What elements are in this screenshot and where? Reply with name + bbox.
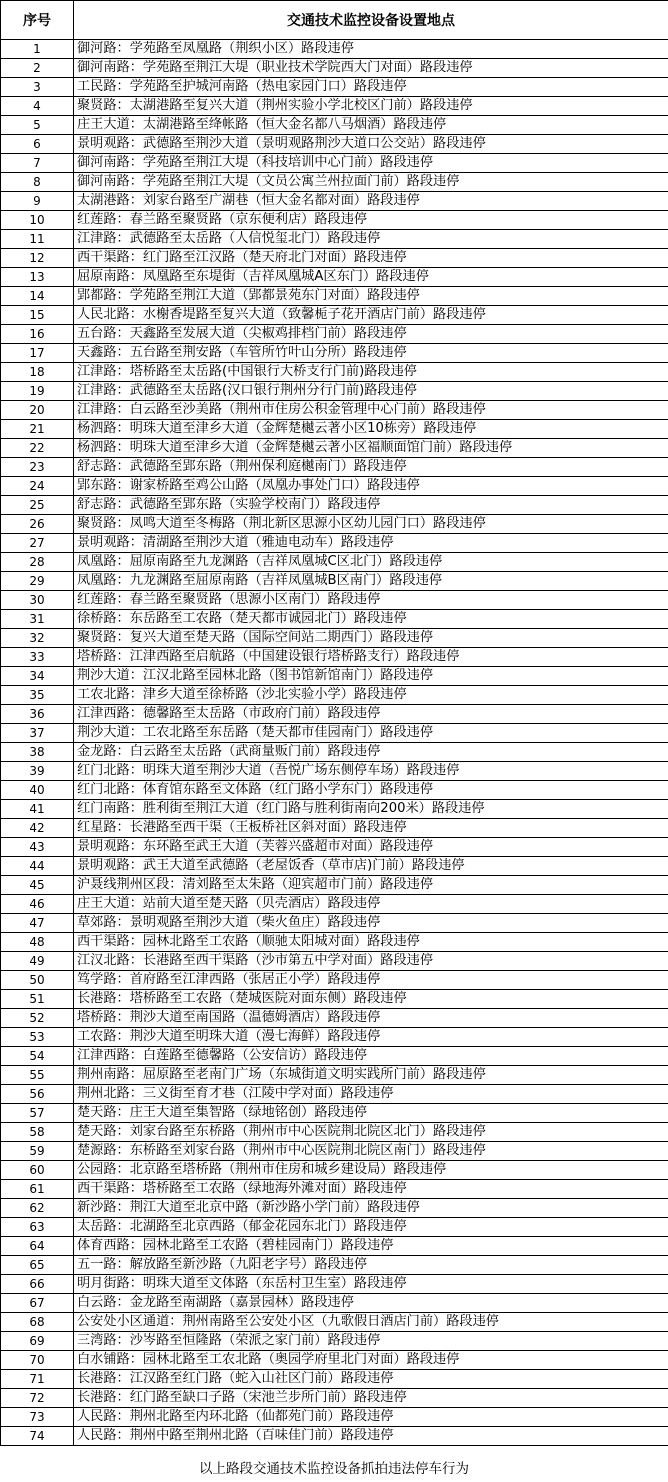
table-row xyxy=(1,1028,668,1047)
table-row xyxy=(1,97,668,116)
row-index: 50 xyxy=(1,971,74,990)
row-index: 48 xyxy=(1,933,74,952)
row-location: 杨泗路：明珠大道至津乡大道（金辉楚樾云著小区10栋旁）路段违停 xyxy=(74,420,668,439)
column-header-location: 交通技术监控设备设置地点 xyxy=(74,1,668,40)
table-row xyxy=(1,230,668,249)
row-location: 工民路：学苑路至护城河南路（热电家园门口）路段违停 xyxy=(74,78,668,97)
row-location: 御河南路：学苑路至荆江大堤（职业技术学院西大门对面）路段违停 xyxy=(74,59,668,78)
table-row xyxy=(1,1256,668,1275)
row-location: 江津西路：德馨路至太岳路（市政府门前）路段违停 xyxy=(74,705,668,724)
row-index: 41 xyxy=(1,800,74,819)
row-location: 凤凰路：屈原南路至九龙渊路（吉祥凤凰城C区北门）路段违停 xyxy=(74,553,668,572)
row-index: 8 xyxy=(1,173,74,192)
row-index: 2 xyxy=(1,59,74,78)
row-location: 天鑫路：五台路至荆安路（车管所竹叶山分所）路段违停 xyxy=(74,344,668,363)
row-index: 71 xyxy=(1,1370,74,1389)
row-location: 御河南路：学苑路至荆江大堤（文员公寓兰州拉面门前）路段违停 xyxy=(74,173,668,192)
row-index: 63 xyxy=(1,1218,74,1237)
row-index: 52 xyxy=(1,1009,74,1028)
row-location: 舒志路：武德路至郢东路（实验学校南门）路段违停 xyxy=(74,496,668,515)
table-row xyxy=(1,952,668,971)
row-location: 红门南路：胜利街至荆江大道（红门路与胜利街南向200米）路段违停 xyxy=(74,800,668,819)
table-row xyxy=(1,211,668,230)
row-index: 16 xyxy=(1,325,74,344)
table-row xyxy=(1,1123,668,1142)
table-row xyxy=(1,1161,668,1180)
row-location: 红星路：长港路至西干渠（王板桥社区斜对面）路段违停 xyxy=(74,819,668,838)
table-row xyxy=(1,154,668,173)
row-location: 长港路：江汉路至红门路（蛇入山社区门前）路段违停 xyxy=(74,1370,668,1389)
row-index: 18 xyxy=(1,363,74,382)
table-row xyxy=(1,1066,668,1085)
row-location: 屈原南路：凤凰路至东堤街（吉祥凤凰城A区东门）路段违停 xyxy=(74,268,668,287)
row-index: 42 xyxy=(1,819,74,838)
table-row xyxy=(1,743,668,762)
row-location: 荆沙大道：工农北路至东岳路（楚天都市佳园南门）路段违停 xyxy=(74,724,668,743)
row-index: 58 xyxy=(1,1123,74,1142)
table-row xyxy=(1,1332,668,1351)
row-index: 26 xyxy=(1,515,74,534)
row-location: 楚天路：刘家台路至东桥路（荆州市中心医院荆北院区北门）路段违停 xyxy=(74,1123,668,1142)
table-row xyxy=(1,1009,668,1028)
row-location: 金龙路：白云路至太岳路（武商量贩门前）路段违停 xyxy=(74,743,668,762)
table-row xyxy=(1,458,668,477)
table-row xyxy=(1,116,668,135)
table-row xyxy=(1,1047,668,1066)
row-index: 46 xyxy=(1,895,74,914)
row-index: 35 xyxy=(1,686,74,705)
table-row xyxy=(1,40,668,59)
footer-note: 以上路段交通技术监控设备抓拍违法停车行为 xyxy=(199,1461,469,1477)
row-index: 57 xyxy=(1,1104,74,1123)
table-row xyxy=(1,914,668,933)
row-index: 15 xyxy=(1,306,74,325)
row-location: 公园路：北京路至塔桥路（荆州市住房和城乡建设局）路段违停 xyxy=(74,1161,668,1180)
row-location: 江津路：武德路至太岳路(汉口银行荆州分行门前)路段违停 xyxy=(74,382,668,401)
row-location: 西干渠路：塔桥路至工农路（绿地海外滩对面）路段违停 xyxy=(74,1180,668,1199)
row-index: 61 xyxy=(1,1180,74,1199)
row-location: 五台路：天鑫路至发展大道（尖椒鸡排档门前）路段违停 xyxy=(74,325,668,344)
table-row xyxy=(1,838,668,857)
row-index: 29 xyxy=(1,572,74,591)
row-index: 51 xyxy=(1,990,74,1009)
row-location: 江津路：武德路至太岳路（人信悦玺北门）路段违停 xyxy=(74,230,668,249)
row-index: 74 xyxy=(1,1427,74,1446)
table-row xyxy=(1,1351,668,1370)
row-index: 7 xyxy=(1,154,74,173)
table-row xyxy=(1,268,668,287)
table-row xyxy=(1,78,668,97)
row-index: 44 xyxy=(1,857,74,876)
row-location: 荆州北路：三义街至育才巷（江陵中学对面）路段违停 xyxy=(74,1085,668,1104)
table-row xyxy=(1,1085,668,1104)
table-row xyxy=(1,439,668,458)
row-index: 69 xyxy=(1,1332,74,1351)
table-row xyxy=(1,1180,668,1199)
table-body xyxy=(1,40,668,1446)
row-location: 荆州南路：屈原路至老南门广场（东城街道文明实践所门前）路段违停 xyxy=(74,1066,668,1085)
row-location: 长港路：塔桥路至工农路（楚城医院对面东侧）路段违停 xyxy=(74,990,668,1009)
table-row xyxy=(1,363,668,382)
row-index: 5 xyxy=(1,116,74,135)
row-location: 景明观路：清湖路至荆沙大道（雅迪电动车）路段违停 xyxy=(74,534,668,553)
row-index: 21 xyxy=(1,420,74,439)
row-index: 45 xyxy=(1,876,74,895)
row-location: 西干渠路：红门路至江汉路（楚天府北门对面）路段违停 xyxy=(74,249,668,268)
row-index: 33 xyxy=(1,648,74,667)
row-index: 32 xyxy=(1,629,74,648)
row-location: 西干渠路：园林北路至工农路（顺驰太阳城对面）路段违停 xyxy=(74,933,668,952)
row-index: 13 xyxy=(1,268,74,287)
row-location: 长港路：红门路至缺口子路（宋池兰步所门前）路段违停 xyxy=(74,1389,668,1408)
row-index: 67 xyxy=(1,1294,74,1313)
row-location: 聚贤路：凤鸣大道至冬梅路（荆北新区思源小区幼儿园门口）路段违停 xyxy=(74,515,668,534)
row-index: 49 xyxy=(1,952,74,971)
row-location: 五一路：解放路至新沙路（九阳老字号）路段违停 xyxy=(74,1256,668,1275)
table-row xyxy=(1,553,668,572)
table-row xyxy=(1,705,668,724)
row-index: 65 xyxy=(1,1256,74,1275)
row-location: 江津路：白云路至沙美路（荆州市住房公积金管理中心门前）路段违停 xyxy=(74,401,668,420)
row-location: 红莲路：春兰路至聚贤路（思源小区南门）路段违停 xyxy=(74,591,668,610)
row-location: 江汉北路：长港路至西干渠路（沙市第五中学对面）路段违停 xyxy=(74,952,668,971)
table-row xyxy=(1,534,668,553)
table-row xyxy=(1,1370,668,1389)
row-location: 沪聂线荆州区段：清刘路至太朱路（迎宾超市门前）路段违停 xyxy=(74,876,668,895)
row-index: 9 xyxy=(1,192,74,211)
row-index: 62 xyxy=(1,1199,74,1218)
row-location: 舒志路：武德路至郢东路（荆州保利庭樾南门）路段违停 xyxy=(74,458,668,477)
table-row xyxy=(1,800,668,819)
row-location: 红莲路：春兰路至聚贤路（京东便利店）路段违停 xyxy=(74,211,668,230)
row-index: 43 xyxy=(1,838,74,857)
row-index: 10 xyxy=(1,211,74,230)
row-index: 47 xyxy=(1,914,74,933)
row-location: 凤凰路：九龙渊路至屈原南路（吉祥凤凰城B区南门）路段违停 xyxy=(74,572,668,591)
table-row xyxy=(1,990,668,1009)
row-location: 工农路：荆沙大道至明珠大道（漫七海鲜）路段违停 xyxy=(74,1028,668,1047)
row-location: 杨泗路：明珠大道至津乡大道（金辉楚樾云著小区福顺面馆门前）路段违停 xyxy=(74,439,668,458)
row-location: 楚天路：庄王大道至集智路（绿地铭创）路段违停 xyxy=(74,1104,668,1123)
row-index: 14 xyxy=(1,287,74,306)
row-index: 60 xyxy=(1,1161,74,1180)
row-index: 73 xyxy=(1,1408,74,1427)
table-row xyxy=(1,135,668,154)
row-index: 53 xyxy=(1,1028,74,1047)
table-row xyxy=(1,306,668,325)
row-index: 59 xyxy=(1,1142,74,1161)
row-location: 新沙路：荆江大道至北京中路（新沙路小学门前）路段违停 xyxy=(74,1199,668,1218)
row-index: 36 xyxy=(1,705,74,724)
row-location: 景明观路：武德路至荆沙大道（景明观路荆沙大道口公交站）路段违停 xyxy=(74,135,668,154)
row-location: 郢都路：学苑路至荆江大道（郢都景苑东门对面）路段违停 xyxy=(74,287,668,306)
row-location: 塔桥路：荆沙大道至南国路（温德姆酒店）路段违停 xyxy=(74,1009,668,1028)
row-location: 荆沙大道：江汉北路至园林北路（图书馆新馆南门）路段违停 xyxy=(74,667,668,686)
row-index: 37 xyxy=(1,724,74,743)
row-location: 聚贤路：太湖港路至复兴大道（荆州实验小学北校区门前）路段违停 xyxy=(74,97,668,116)
table-row xyxy=(1,857,668,876)
row-index: 39 xyxy=(1,762,74,781)
table-row xyxy=(1,610,668,629)
table-row xyxy=(1,1427,668,1446)
row-location: 聚贤路：复兴大道至楚天路（国际空间站二期西门）路段违停 xyxy=(74,629,668,648)
row-location: 白水铺路：园林北路至工农北路（奥园学府里北门对面）路段违停 xyxy=(74,1351,668,1370)
row-index: 28 xyxy=(1,553,74,572)
table-row xyxy=(1,420,668,439)
table-row xyxy=(1,895,668,914)
row-location: 郢东路：谢家桥路至鸡公山路（凤凰办事处门口）路段违停 xyxy=(74,477,668,496)
table-row xyxy=(1,325,668,344)
table-row xyxy=(1,1313,668,1332)
table-row xyxy=(1,1142,668,1161)
row-index: 30 xyxy=(1,591,74,610)
row-location: 徐桥路：东岳路至工农路（楚天都市诚园北门）路段违停 xyxy=(74,610,668,629)
column-header-index: 序号 xyxy=(1,1,74,40)
table-row xyxy=(1,344,668,363)
row-index: 3 xyxy=(1,78,74,97)
table-row xyxy=(1,971,668,990)
row-index: 31 xyxy=(1,610,74,629)
row-location: 太湖港路：刘家台路至广湖巷（恒大金名都对面）路段违停 xyxy=(74,192,668,211)
table-header-row xyxy=(1,1,668,40)
table-row xyxy=(1,762,668,781)
table-row xyxy=(1,1237,668,1256)
row-index: 12 xyxy=(1,249,74,268)
row-index: 17 xyxy=(1,344,74,363)
row-location: 红门北路：明珠大道至荆沙大道（吾悦广场东侧停车场）路段违停 xyxy=(74,762,668,781)
row-location: 人民路：荆州北路至内环北路（仙都苑门前）路段违停 xyxy=(74,1408,668,1427)
row-index: 34 xyxy=(1,667,74,686)
row-index: 23 xyxy=(1,458,74,477)
table-row xyxy=(1,591,668,610)
row-location: 御河南路：学苑路至荆江大堤（科技培训中心门前）路段违停 xyxy=(74,154,668,173)
row-index: 4 xyxy=(1,97,74,116)
row-index: 24 xyxy=(1,477,74,496)
row-location: 公安处小区通道：荆州南路至公安处小区（九歌假日酒店门前）路段违停 xyxy=(74,1313,668,1332)
table-row xyxy=(1,1389,668,1408)
row-index: 1 xyxy=(1,40,74,59)
row-index: 56 xyxy=(1,1085,74,1104)
table-row xyxy=(1,192,668,211)
row-index: 25 xyxy=(1,496,74,515)
row-index: 66 xyxy=(1,1275,74,1294)
table-row xyxy=(1,496,668,515)
row-index: 68 xyxy=(1,1313,74,1332)
table-row xyxy=(1,781,668,800)
row-location: 太岳路：北湖路至北京西路（郁金花园东北门）路段违停 xyxy=(74,1218,668,1237)
table-row xyxy=(1,401,668,420)
row-index: 11 xyxy=(1,230,74,249)
row-location: 白云路：金龙路至南湖路（嘉景园林）路段违停 xyxy=(74,1294,668,1313)
table-row xyxy=(1,686,668,705)
table-row xyxy=(1,1218,668,1237)
table-row xyxy=(1,382,668,401)
row-index: 19 xyxy=(1,382,74,401)
table-row xyxy=(1,629,668,648)
row-location: 人民北路：水榭香堤路至复兴大道（致馨栀子花开酒店门前）路段违停 xyxy=(74,306,668,325)
table-row xyxy=(1,648,668,667)
row-index: 38 xyxy=(1,743,74,762)
table-row xyxy=(1,59,668,78)
row-location: 红门北路：体育馆东路至文体路（红门路小学东门）路段违停 xyxy=(74,781,668,800)
row-index: 27 xyxy=(1,534,74,553)
row-location: 笃学路：首府路至江津西路（张居正小学）路段违停 xyxy=(74,971,668,990)
table-row xyxy=(1,1199,668,1218)
row-location: 体育西路：园林北路至工农路（碧桂园南门）路段违停 xyxy=(74,1237,668,1256)
row-location: 明月街路：明珠大道至文体路（东岳村卫生室）路段违停 xyxy=(74,1275,668,1294)
row-index: 64 xyxy=(1,1237,74,1256)
row-index: 55 xyxy=(1,1066,74,1085)
row-location: 人民路：荆州中路至荆州北路（百味佳门前）路段违停 xyxy=(74,1427,668,1446)
row-location: 御河路：学苑路至凤凰路（荆织小区）路段违停 xyxy=(74,40,668,59)
row-location: 庄王大道：站前大道至楚天路（贝壳酒店）路段违停 xyxy=(74,895,668,914)
row-location: 塔桥路：江津西路至启航路（中国建设银行塔桥路支行）路段违停 xyxy=(74,648,668,667)
row-location: 江津西路：白莲路至德馨路（公安信访）路段违停 xyxy=(74,1047,668,1066)
row-location: 草郊路：景明观路至荆沙大道（柴火鱼庄）路段违停 xyxy=(74,914,668,933)
table-row xyxy=(1,572,668,591)
table-row xyxy=(1,876,668,895)
row-index: 72 xyxy=(1,1389,74,1408)
table-row xyxy=(1,1294,668,1313)
row-index: 20 xyxy=(1,401,74,420)
row-location: 江津路：塔桥路至太岳路(中国银行大桥支行门前)路段违停 xyxy=(74,363,668,382)
table-row xyxy=(1,667,668,686)
table-row xyxy=(1,933,668,952)
row-location: 景明观路：东环路至武王大道（芙蓉兴盛超市对面）路段违停 xyxy=(74,838,668,857)
row-location: 工农北路：津乡大道至徐桥路（沙北实验小学）路段违停 xyxy=(74,686,668,705)
row-location: 楚源路：东桥路至刘家台路（荆州市中心医院荆北院区南门）路段违停 xyxy=(74,1142,668,1161)
table-row xyxy=(1,287,668,306)
table-row xyxy=(1,515,668,534)
row-location: 三湾路：沙岑路至恒隆路（荣派之家门前）路段违停 xyxy=(74,1332,668,1351)
table-row xyxy=(1,1408,668,1427)
row-index: 40 xyxy=(1,781,74,800)
row-location: 景明观路：武王大道至武德路（老屋饭香（草市店)门前）路段违停 xyxy=(74,857,668,876)
table-row xyxy=(1,477,668,496)
table-row xyxy=(1,1104,668,1123)
table-row xyxy=(1,249,668,268)
row-index: 54 xyxy=(1,1047,74,1066)
row-index: 22 xyxy=(1,439,74,458)
row-index: 70 xyxy=(1,1351,74,1370)
row-location: 庄王大道：太湖港路至绛帐路（恒大金名都八马烟酒）路段违停 xyxy=(74,116,668,135)
table-row xyxy=(1,173,668,192)
table-row xyxy=(1,724,668,743)
table-row xyxy=(1,1275,668,1294)
table-row xyxy=(1,819,668,838)
row-index: 6 xyxy=(1,135,74,154)
